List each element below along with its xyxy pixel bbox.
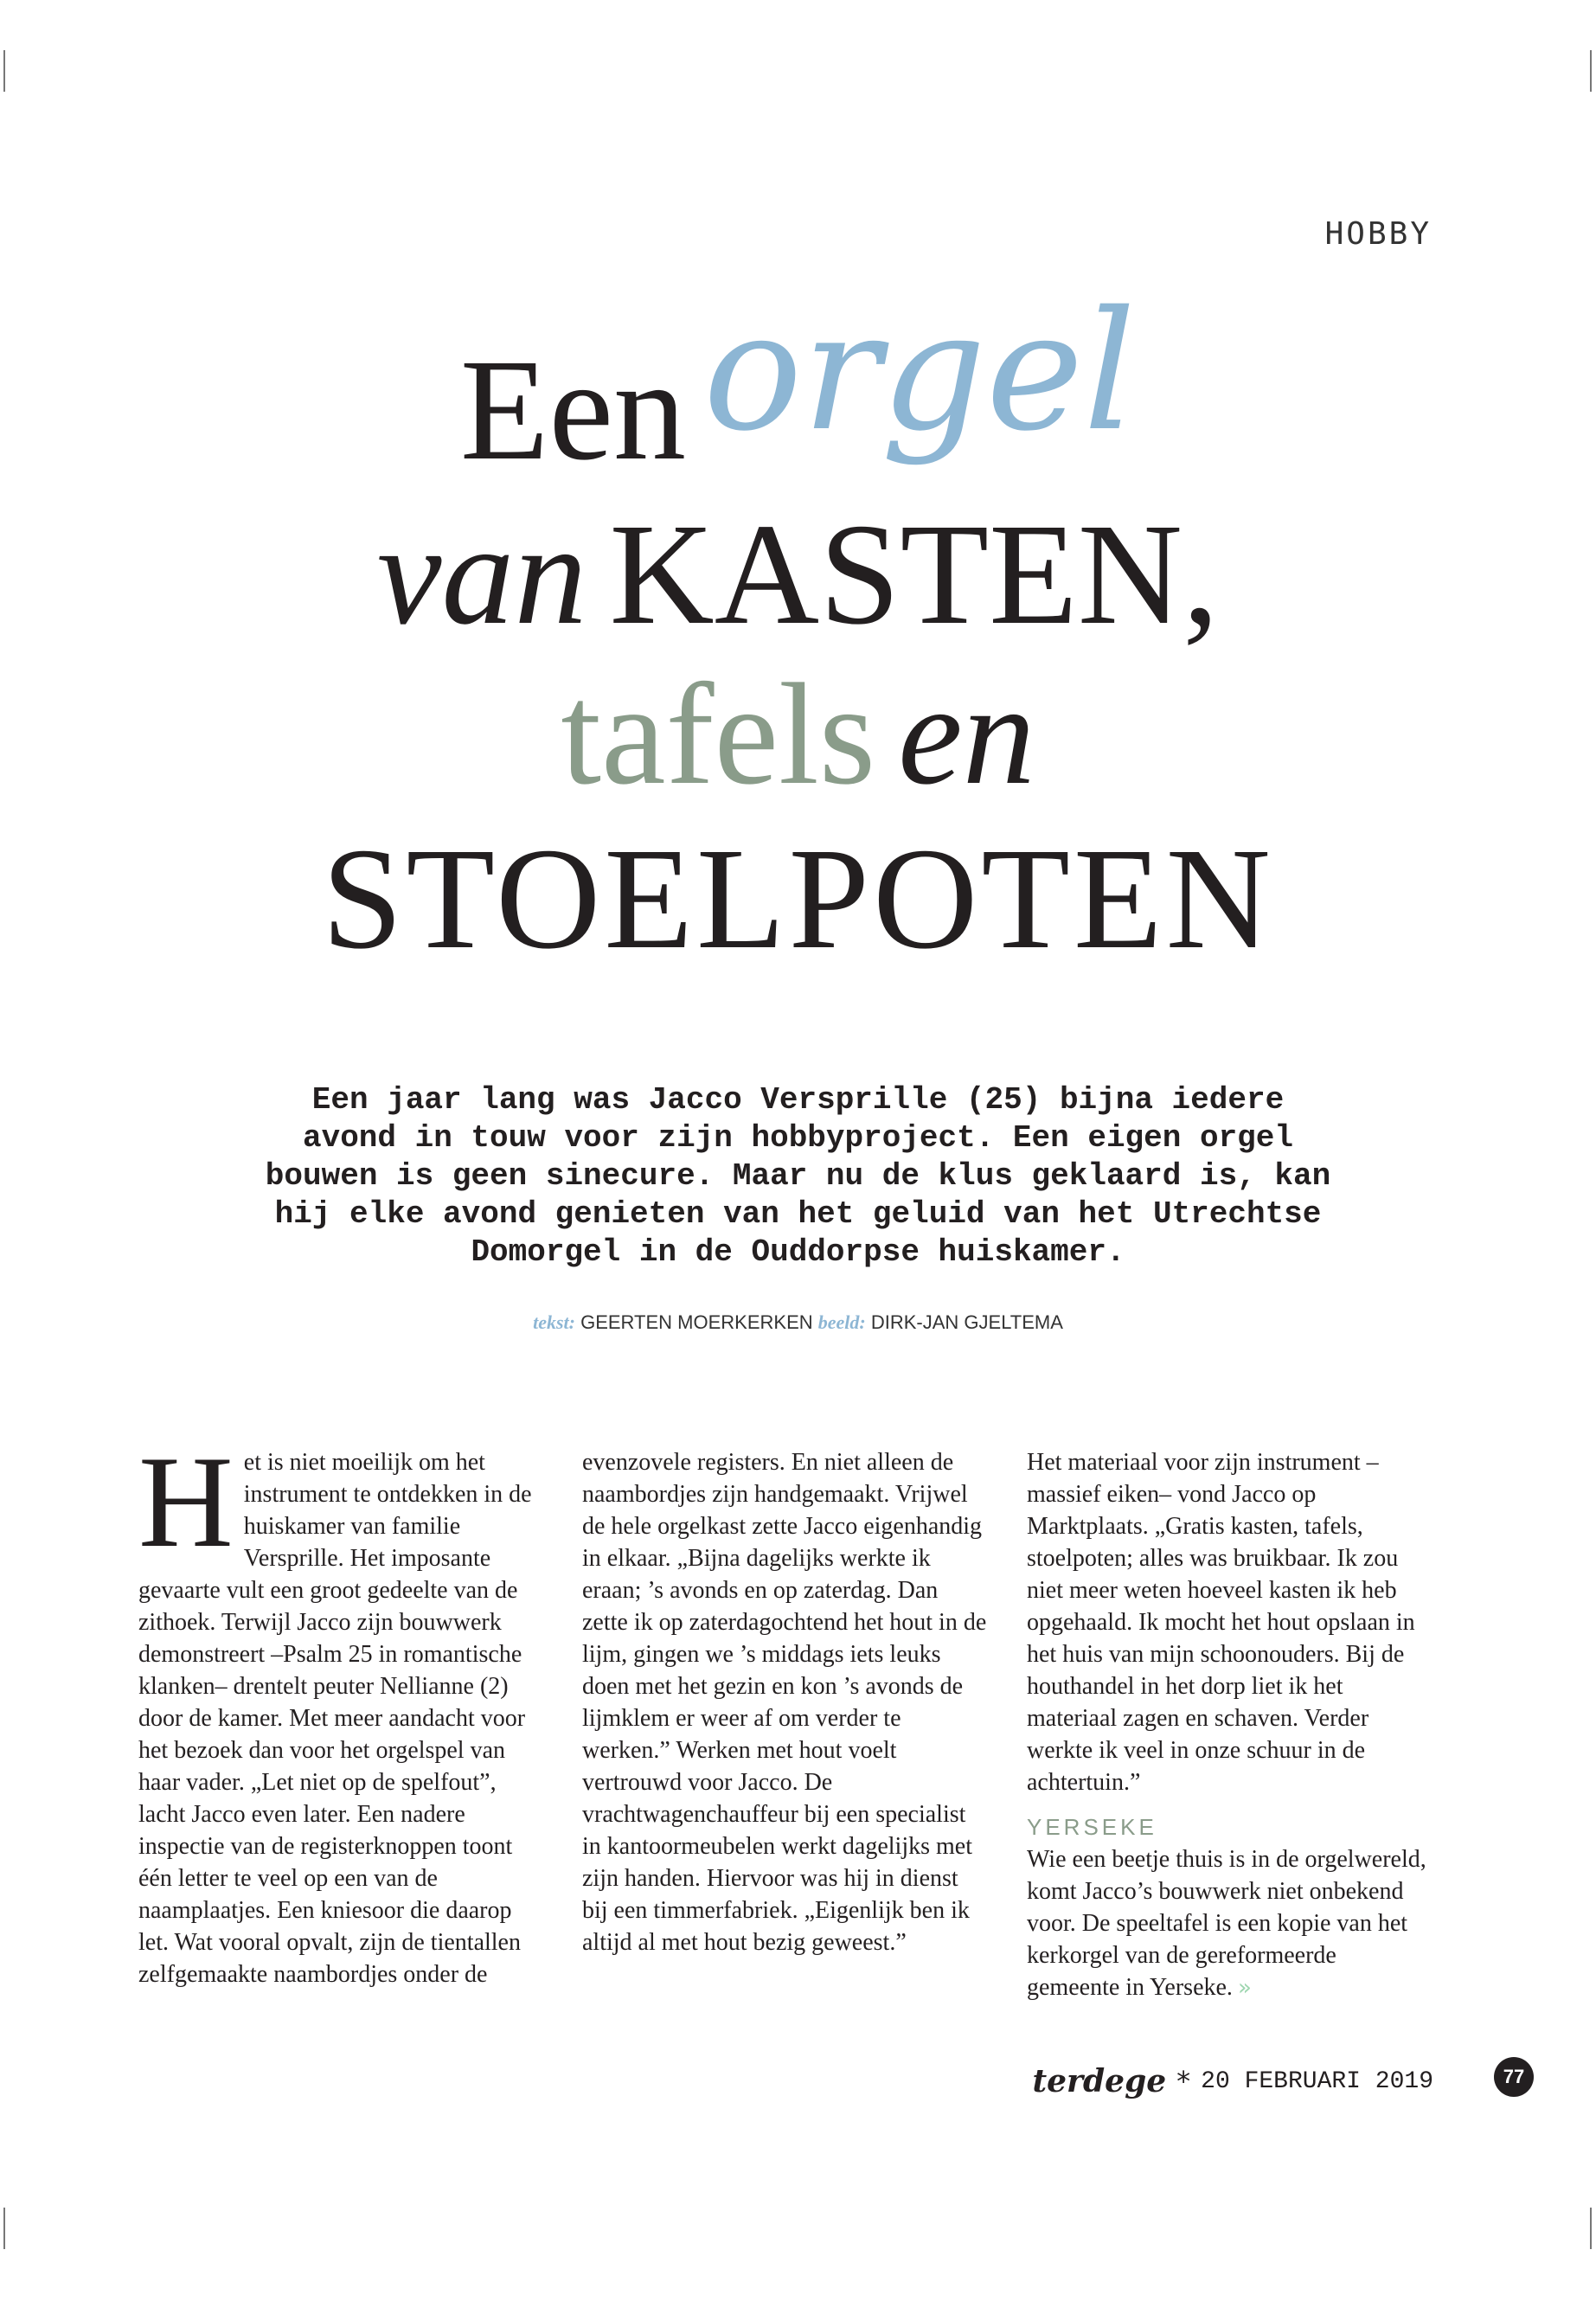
headline-line-1 [0, 276, 1596, 493]
brand-logo: terdege [1032, 2063, 1167, 2099]
body-text-col3b-content: Wie een beetje thuis is in de orgelwereld, komt Jacco’s bouwwerk niet onbekend voor. De speeltafel is een kopie van het kerkorgel van de gereformeerde gemeente in Yerseke. [1027, 1846, 1426, 2001]
credit-photo-label: beeld: [817, 1311, 866, 1333]
credits [0, 1311, 1596, 1334]
crop-mark-bottom-left [3, 2208, 5, 2249]
issue-date: 20 FEBRUARI 2019 [1201, 2067, 1433, 2095]
intro-paragraph: Een jaar lang was Jacco Versprille (25) bijna iedere avond in touw voor zijn hobbyproject. Een eigen orgel bouwen is geen sinecure. Maar nu de klus geklaard is, kan hij elke avond genieten van het geluid van het Utrechtse Domorgel in de Ouddorpse huiskamer. [265, 1082, 1331, 1270]
subheading-yerseke: YERSEKE [1027, 1814, 1157, 1840]
body-column-3 [1027, 1446, 1433, 2004]
headline-line-4 [0, 818, 1596, 990]
headline-word-tafels: tafels [561, 654, 876, 815]
footer-separator: * [1176, 2065, 1191, 2098]
headline [0, 276, 1596, 990]
crop-mark-top-left [3, 50, 5, 92]
page-number: 77 [1494, 2057, 1534, 2097]
credit-text-author: GEERTEN MOERKERKEN [580, 1311, 813, 1333]
section-label: HOBBY [1324, 216, 1432, 252]
body-text-col3b [1027, 1843, 1433, 2004]
headline-line-3 [0, 654, 1596, 815]
body-column-2 [582, 1446, 989, 1958]
crop-mark-top-right [1590, 50, 1592, 92]
headline-word-stoelpoten: STOELPOTEN [322, 818, 1274, 979]
crop-mark-bottom-right [1590, 2208, 1592, 2249]
headline-word-orgel: orgel [703, 276, 1137, 467]
body-text-col2: evenzovele registers. En niet alleen de naambordjes zijn handgemaakt. Vrijwel de hele orgelkast zette Jacco eigenhandig in elkaar. „Bijna dagelijks werkte ik eraan; ’s avonds en op zaterdag. Dan zette ik op zaterdagochtend het hout in de lijm, gingen we ’s middags iets leuks doen met het gezin en kon ’s avonds de lijmklem er weer af om verder te werken.” Werken met hout voelt vertrouwd voor Jacco. De vrachtwagenchauffeur bij een specialist in kantoormeubelen werkt dagelijks met zijn handen. Hiervoor was hij in dienst bij een timmerfabriek. „Eigenlijk ben ik altijd al met hout bezig geweest.” [582, 1449, 987, 1956]
headline-word-en: en [898, 654, 1035, 815]
credit-text-label: tekst: [533, 1311, 575, 1333]
credit-photo-author: DIRK-JAN GJELTEMA [870, 1311, 1063, 1333]
headline-word-een: Een [459, 330, 687, 490]
body-text-col3a: Het materiaal voor zijn instrument –massief eiken– vond Jacco op Marktplaats. „Gratis kasten, tafels, stoelpoten; alles was bruikbaar. Ik zou niet meer weten hoeveel kasten ik heb opgehaald. Ik mocht het hout opslaan in het huis van mijn schoonouders. Bij de houthandel in het dorp liet ik het materiaal zagen en schaven. Verder werkte ik veel in onze schuur in de achtertuin.” [1027, 1449, 1415, 1796]
body-column-1 [138, 1429, 545, 1990]
drop-cap: H [138, 1429, 234, 1574]
footer [1033, 2063, 1434, 2099]
body-text-col1: et is niet moeilijk om het instrument te ontdekken in de huiskamer van familie Versprille. Het imposante gevaarte vult een groot gedeelte van de zithoek. Terwijl Jacco zijn bouwwerk demonstreert –Psalm 25 in romantische klanken– drentelt peuter Nellianne (2) door de kamer. Met meer aandacht voor het bezoek dan voor het orgelspel van haar vader. „Let niet op de spelfout”, lacht Jacco even later. Een nadere inspectie van de registerknoppen toont één letter te veel op een van de naamplaatjes. Een kniesoor die daarop let. Wat vooral opvalt, zijn de tientallen zelfgemaakte naambordjes onder de [138, 1449, 532, 1988]
continue-arrow-icon: » [1237, 1975, 1252, 2001]
headline-word-kasten: KASTEN, [609, 494, 1220, 655]
headline-word-van: van [376, 494, 587, 655]
headline-line-2 [0, 494, 1596, 655]
